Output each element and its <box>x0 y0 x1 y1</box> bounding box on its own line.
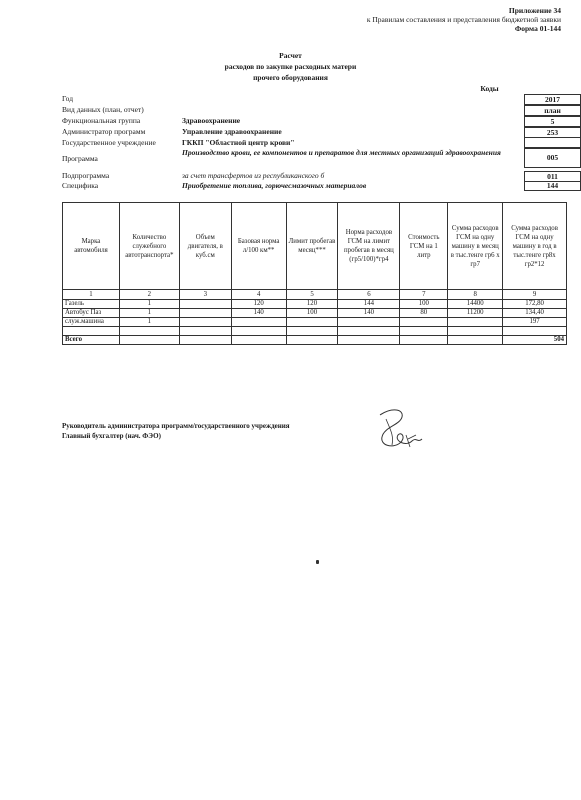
table-cell <box>231 318 286 327</box>
table-cell <box>179 300 231 309</box>
title-line-1: Расчет <box>279 51 302 60</box>
info-row-institution <box>62 138 560 148</box>
column-number: 4 <box>231 290 286 300</box>
table-cell <box>179 336 231 345</box>
table-cell: 140 <box>231 309 286 318</box>
table-cell <box>286 336 338 345</box>
table-cell <box>338 327 400 336</box>
table-cell: 11200 <box>448 309 503 318</box>
column-number: 3 <box>179 290 231 300</box>
table-cell: 100 <box>400 300 448 309</box>
table-cell <box>400 327 448 336</box>
table-cell <box>119 327 179 336</box>
column-header: Марка автомобиля <box>63 203 120 290</box>
table-row <box>63 309 567 318</box>
info-code: 144 <box>524 181 581 191</box>
info-label: Программа <box>62 154 98 163</box>
total-value: 504 <box>503 336 567 345</box>
table-cell: Газель <box>63 300 120 309</box>
table-cell: служ.машина <box>63 318 120 327</box>
info-code: 011 <box>524 171 581 182</box>
column-number: 2 <box>119 290 179 300</box>
table-cell <box>503 327 567 336</box>
column-header: Лимит пробегав месяц*** <box>286 203 338 290</box>
table-cell: 1 <box>119 318 179 327</box>
column-header: Норма расходов ГСМ на лимит пробегав в месяц (гр5/100)*гр4 <box>338 203 400 290</box>
info-value: Приобретение топлива, горючесмазочных материалов <box>182 181 367 190</box>
appendix-label: Приложение 34 <box>508 6 561 15</box>
info-label: Вид данных (план, отчет) <box>62 105 144 114</box>
info-value: ГККП "Областной центр крови" <box>182 138 295 147</box>
info-row-program <box>62 148 560 168</box>
info-row-administrator <box>62 127 560 137</box>
table-cell: 1 <box>119 309 179 318</box>
info-row-data-type <box>62 105 560 115</box>
table-cell <box>400 318 448 327</box>
info-code: 5 <box>524 116 581 127</box>
info-code: 005 <box>524 148 581 168</box>
document-header <box>367 6 561 33</box>
info-value: Управление здравоохранение <box>182 127 282 136</box>
table-cell: 197 <box>503 318 567 327</box>
table-cell <box>448 318 503 327</box>
document-title <box>0 50 581 83</box>
info-code: 253 <box>524 127 581 138</box>
codes-label: Коды <box>480 84 499 93</box>
table-cell: Автобус Паз <box>63 309 120 318</box>
table-cell: 144 <box>338 300 400 309</box>
info-label: Специфика <box>62 181 99 190</box>
info-value: Производство крови, ее компонентов и препаратов для местных организаций здравоохранения <box>182 148 501 157</box>
column-header: Стоимость ГСМ на 1 литр <box>400 203 448 290</box>
info-code: план <box>524 105 581 116</box>
table-row <box>63 318 567 327</box>
accountant-signature-label: Главный бухгалтер (нач. ФЭО) <box>62 432 161 440</box>
info-label: Администратор программ <box>62 127 146 136</box>
table-cell: 120 <box>286 300 338 309</box>
signature-block <box>62 421 290 441</box>
table-cell: 134,40 <box>503 309 567 318</box>
table-cell <box>400 336 448 345</box>
table-cell <box>179 327 231 336</box>
table-cell: 120 <box>231 300 286 309</box>
info-value: Здравоохранение <box>182 116 241 125</box>
column-number: 1 <box>63 290 120 300</box>
column-number: 6 <box>338 290 400 300</box>
info-label: Подпрограмма <box>62 171 110 180</box>
table-cell <box>231 336 286 345</box>
table-cell: 172,80 <box>503 300 567 309</box>
info-row-subprogram <box>62 171 560 181</box>
info-row-year <box>62 94 560 104</box>
title-line-2: расходов по закупке расходных матери <box>224 62 357 71</box>
table-cell: 100 <box>286 309 338 318</box>
table-row <box>63 300 567 309</box>
column-header: Объем двигателя, в куб.см <box>179 203 231 290</box>
column-number: 5 <box>286 290 338 300</box>
column-header: Сумма расходов ГСМ на одну машину в год в тыс.тенге гр8х гр2*12 <box>503 203 567 290</box>
column-number-row <box>63 290 567 300</box>
table-cell <box>338 318 400 327</box>
title-line-3: прочего оборудования <box>253 73 328 82</box>
info-code <box>524 138 581 148</box>
table-cell <box>286 318 338 327</box>
table-cell <box>448 327 503 336</box>
table-cell: 1 <box>119 300 179 309</box>
column-number: 8 <box>448 290 503 300</box>
table-cell: 140 <box>338 309 400 318</box>
table-cell <box>286 327 338 336</box>
table-cell <box>338 336 400 345</box>
total-row <box>63 336 567 345</box>
info-code: 2017 <box>524 94 581 105</box>
info-row-specific <box>62 181 560 191</box>
column-header: Сумма расходов ГСМ на одну машину в месяц в тыс.тенге гр6 х гр7 <box>448 203 503 290</box>
column-header: Количество служебного автотранспорта* <box>119 203 179 290</box>
info-row-functional-group <box>62 116 560 126</box>
table-row <box>63 327 567 336</box>
table-cell <box>179 309 231 318</box>
rules-reference: к Правилам составления и представления бюджетной заявки <box>366 15 561 24</box>
column-header: Базовая норма л/100 км** <box>231 203 286 290</box>
form-number: Форма 01-144 <box>514 24 561 33</box>
table-cell: 14400 <box>448 300 503 309</box>
total-label: Всего <box>63 336 120 345</box>
table-cell <box>119 336 179 345</box>
table-cell <box>179 318 231 327</box>
info-label: Государственное учреждение <box>62 138 156 147</box>
director-signature-label: Руководитель администратора программ/государственного учреждения <box>62 422 290 430</box>
info-value: за счет трансфертов из республиканского б <box>182 171 325 180</box>
info-label: Функциональная группа <box>62 116 141 125</box>
column-number: 9 <box>503 290 567 300</box>
table-cell <box>63 327 120 336</box>
ink-mark <box>316 560 319 564</box>
info-label: Год <box>62 94 74 103</box>
table-header-row <box>63 203 567 290</box>
table-cell <box>231 327 286 336</box>
table-cell <box>448 336 503 345</box>
column-number: 7 <box>400 290 448 300</box>
table-cell: 80 <box>400 309 448 318</box>
handwritten-signature <box>372 405 432 455</box>
fuel-expense-table <box>62 202 567 345</box>
